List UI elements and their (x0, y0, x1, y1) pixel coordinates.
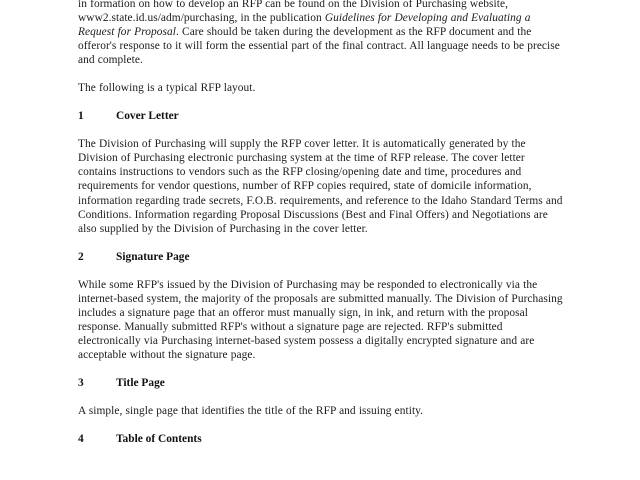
heading-cover-letter (78, 109, 566, 123)
intro-text-part-1: in formation on how to develop an RFP can be found on the Division of Purchasing website, www2.state.id.us/adm/purchasing, in the publication (78, 0, 509, 25)
heading-title-table-of-contents: Table of Contents (116, 433, 202, 446)
heading-title-cover-letter: Cover Letter (116, 110, 179, 123)
heading-signature-page (78, 250, 566, 264)
intro-text-part-2: . Care should be taken during the development as the RFP document and the offeror's response to it will form the essential part of the final contract. All language needs to be precise and complete. (78, 26, 560, 67)
paragraph-title-page-body: A simple, single page that identifies the title of the RFP and issuing entity. (78, 405, 424, 418)
heading-title-page (78, 376, 566, 390)
heading-number-2: 2 (78, 250, 84, 263)
paragraph-signature-page-body: While some RFP's issued by the Division of Purchasing may be responded to electronically via the internet-based system, the majority of the proposals are submitted manually. The Division of Purchasing includes a signature page that an offeror must manually sign, in ink, and return with the proposal response. Manually submitted RFP's without a signature page are rejected. RFP's submitted electronically via Purchasing internet-based system possess a digitally encrypted signature and are acceptable without the signature page. (78, 278, 563, 361)
paragraph-layout-lead: The following is a typical RFP layout. (78, 82, 256, 95)
document-text-column (78, 0, 566, 460)
heading-number-1: 1 (78, 110, 84, 123)
paragraph-intro (78, 0, 566, 67)
heading-table-of-contents (78, 432, 566, 446)
heading-number-4: 4 (78, 433, 84, 446)
publication-title-italic: Guidelines for Developing and Evaluating a Request for Proposal (78, 12, 531, 39)
paragraph-cover-letter-body: The Division of Purchasing will supply the RFP cover letter. It is automatically generated by the Division of Purchasing electronic purchasing system at the time of RFP release. The cover letter contains instructions to vendors such as the RFP closing/opening date and time, procedures and requirements for vendor questions, number of RFP copies required, state of domicile information, information regarding trade secrets, F.O.B. requirements, and reference to the Idaho Standard Terms and Conditions. Information regarding Proposal Discussions (Best and Final Offers) and Negotiations are also supplied by the Division of Purchasing in the cover letter. (78, 138, 563, 235)
heading-title-signature-page: Signature Page (116, 250, 190, 263)
heading-title-title-page: Title Page (116, 376, 165, 389)
heading-number-3: 3 (78, 376, 84, 389)
